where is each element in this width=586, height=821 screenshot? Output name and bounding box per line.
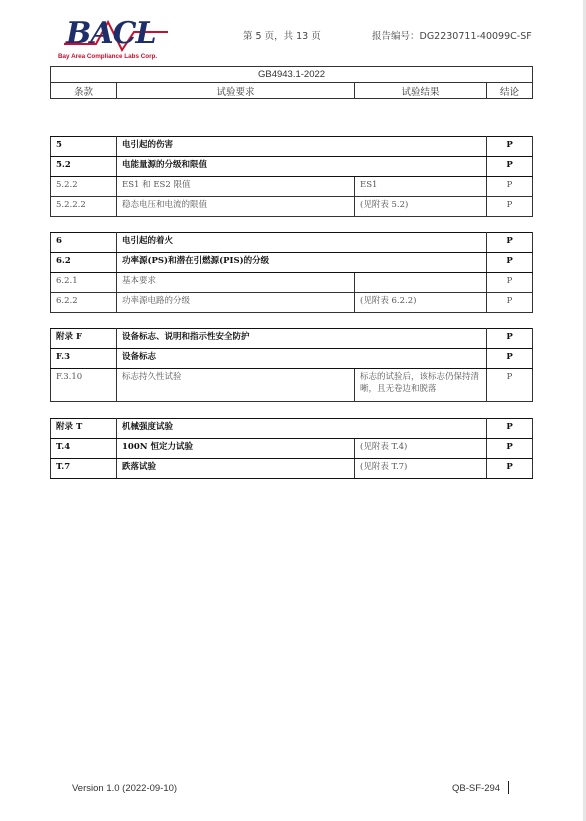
table-row: [51, 233, 533, 253]
requirement-cell: 标志持久性试验: [117, 369, 355, 402]
requirement-cell: 100N 恒定力试验: [117, 439, 355, 459]
verdict-cell: P: [487, 369, 533, 402]
column-header-clause: 条款: [51, 83, 117, 99]
section-table-annex-t: [50, 418, 533, 479]
result-cell: (见附表 T.7): [355, 459, 487, 479]
table-row: [51, 419, 533, 439]
verdict-cell: P: [487, 329, 533, 349]
table-row: [51, 253, 533, 273]
logo-subtitle: Bay Area Compliance Labs Corp.: [58, 53, 158, 60]
page-number: 第 5 页，共 13 页: [243, 31, 321, 42]
verdict-cell: P: [487, 197, 533, 217]
verdict-cell: P: [487, 459, 533, 479]
table-row: [51, 369, 533, 402]
clause-cell: 6.2.2: [51, 293, 117, 313]
clause-cell: T.4: [51, 439, 117, 459]
table-row: [51, 459, 533, 479]
requirement-cell: 功率源(PS)和潜在引燃源(PIS)的分级: [117, 253, 487, 273]
requirement-cell: 稳态电压和电流的限值: [117, 197, 355, 217]
clause-cell: 6: [51, 233, 117, 253]
header-table: [50, 66, 533, 99]
section-table-annex-f: [50, 328, 533, 402]
verdict-cell: P: [487, 349, 533, 369]
result-cell: (见附表 5.2): [355, 197, 487, 217]
requirement-cell: 基本要求: [117, 273, 355, 293]
result-cell: 标志的试验后，该标志仍保持清晰，且无卷边和脱落: [355, 369, 487, 402]
clause-cell: 5.2: [51, 157, 117, 177]
clause-cell: T.7: [51, 459, 117, 479]
verdict-cell: P: [487, 439, 533, 459]
requirement-cell: 功率源电路的分级: [117, 293, 355, 313]
form-number-footer: QB-SF-294: [452, 783, 501, 794]
verdict-cell: P: [487, 419, 533, 439]
requirement-cell: 电引起的着火: [117, 233, 487, 253]
table-row: [51, 273, 533, 293]
column-header-requirement: 试验要求: [117, 83, 355, 99]
table-row: [51, 157, 533, 177]
verdict-cell: P: [487, 233, 533, 253]
clause-cell: 5.2.2: [51, 177, 117, 197]
table-row: [51, 197, 533, 217]
section-table-5: [50, 136, 533, 217]
verdict-cell: P: [487, 273, 533, 293]
clause-cell: 附录 T: [51, 419, 117, 439]
clause-cell: 6.2.1: [51, 273, 117, 293]
requirement-cell: 设备标志、说明和指示性安全防护: [117, 329, 487, 349]
verdict-cell: P: [487, 253, 533, 273]
bacl-logo: [56, 14, 176, 66]
result-cell: (见附表 6.2.2): [355, 293, 487, 313]
column-header-result: 试验结果: [355, 83, 487, 99]
table-row: [51, 439, 533, 459]
verdict-cell: P: [487, 157, 533, 177]
table-row: [51, 137, 533, 157]
verdict-cell: P: [487, 293, 533, 313]
logo-brand: BACL: [66, 16, 156, 51]
table-row: [51, 293, 533, 313]
text-cursor: [508, 781, 509, 794]
result-cell: ES1: [355, 177, 487, 197]
table-row: [51, 329, 533, 349]
verdict-cell: P: [487, 177, 533, 197]
result-cell: (见附表 T.4): [355, 439, 487, 459]
clause-cell: F.3.10: [51, 369, 117, 402]
version-footer: Version 1.0 (2022-09-10): [72, 783, 178, 794]
section-table-6: [50, 232, 533, 313]
clause-cell: F.3: [51, 349, 117, 369]
table-row: [51, 177, 533, 197]
requirement-cell: 机械强度试验: [117, 419, 487, 439]
requirement-cell: ES1 和 ES2 限值: [117, 177, 355, 197]
requirement-cell: 设备标志: [117, 349, 487, 369]
clause-cell: 5.2.2.2: [51, 197, 117, 217]
result-cell: [355, 273, 487, 293]
clause-cell: 附录 F: [51, 329, 117, 349]
requirement-cell: 电能量源的分级和限值: [117, 157, 487, 177]
clause-cell: 6.2: [51, 253, 117, 273]
verdict-cell: P: [487, 137, 533, 157]
standard-title: GB4943.1-2022: [51, 67, 533, 83]
requirement-cell: 电引起的伤害: [117, 137, 487, 157]
column-header-verdict: 结论: [487, 83, 533, 99]
clause-cell: 5: [51, 137, 117, 157]
report-number: 报告编号：DG2230711-40099C-SF: [372, 31, 532, 42]
table-row: [51, 349, 533, 369]
requirement-cell: 跌落试验: [117, 459, 355, 479]
